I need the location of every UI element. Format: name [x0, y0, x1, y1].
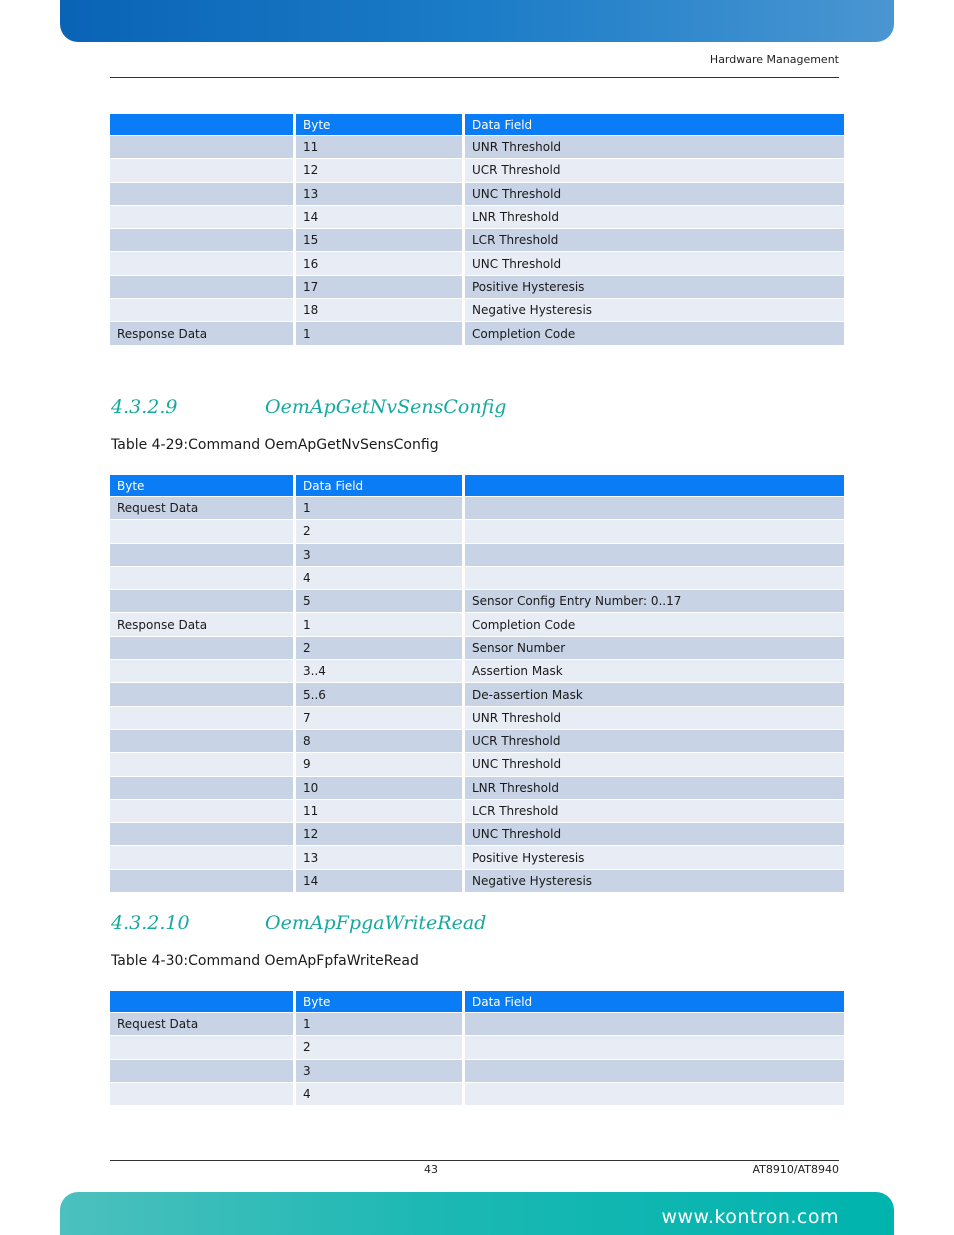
- table-cell: UNR Threshold: [465, 136, 844, 158]
- table-row: [110, 590, 844, 612]
- section-heading-4-3-2-9: [111, 396, 506, 418]
- table-cell: [465, 1083, 844, 1105]
- table-cell: UNC Threshold: [465, 252, 844, 274]
- table-cell: [110, 567, 296, 589]
- table-row: [110, 206, 844, 228]
- table-cell: 9: [296, 753, 465, 775]
- table-cell: 10: [296, 777, 465, 799]
- table-row: [110, 660, 844, 682]
- table-cell: 12: [296, 823, 465, 845]
- table-cell: [110, 590, 296, 612]
- table-header-row: [110, 475, 844, 496]
- column-header: Byte: [110, 475, 296, 496]
- table-cell: UNC Threshold: [465, 753, 844, 775]
- table-cell: [465, 497, 844, 519]
- table-cell: Negative Hysteresis: [465, 299, 844, 321]
- column-header: [465, 475, 844, 496]
- table-cell: 17: [296, 276, 465, 298]
- table-cell: 3..4: [296, 660, 465, 682]
- table-row: [110, 159, 844, 181]
- table-cell: 18: [296, 299, 465, 321]
- column-header: [110, 114, 296, 135]
- table-cell: Negative Hysteresis: [465, 870, 844, 892]
- table-cell: Completion Code: [465, 322, 844, 344]
- table-row: [110, 183, 844, 205]
- table-cell: Completion Code: [465, 613, 844, 635]
- table-cell: Request Data: [110, 497, 296, 519]
- table-cell: [110, 846, 296, 868]
- table-cell: UCR Threshold: [465, 730, 844, 752]
- table-cell: LNR Threshold: [465, 206, 844, 228]
- table-row: [110, 252, 844, 274]
- table-row: [110, 730, 844, 752]
- table-cell: UNC Threshold: [465, 183, 844, 205]
- product-name: AT8910/AT8940: [752, 1163, 839, 1176]
- table-cell: 2: [296, 637, 465, 659]
- table-cell: UNR Threshold: [465, 707, 844, 729]
- column-header: Data Field: [465, 114, 844, 135]
- top-banner: [60, 0, 894, 42]
- table-row: [110, 846, 844, 868]
- table-cell: [110, 544, 296, 566]
- table-row: [110, 567, 844, 589]
- table-cell: 14: [296, 206, 465, 228]
- section-title: OemApFpgaWriteRead: [265, 912, 487, 934]
- table-row: [110, 800, 844, 822]
- table-cell: Assertion Mask: [465, 660, 844, 682]
- table-row: [110, 322, 844, 344]
- table-oemapfpgawriteread: [110, 990, 844, 1106]
- table-cell: 8: [296, 730, 465, 752]
- table-row: [110, 276, 844, 298]
- header-rule: [110, 77, 839, 78]
- table-row: [110, 637, 844, 659]
- table-cell: 1: [296, 497, 465, 519]
- table-cell: 11: [296, 136, 465, 158]
- table-row: [110, 497, 844, 519]
- table-cell: 5..6: [296, 683, 465, 705]
- table-cell: [465, 567, 844, 589]
- table-cell: [110, 252, 296, 274]
- table-cell: De-assertion Mask: [465, 683, 844, 705]
- table-cell: [110, 660, 296, 682]
- table-row: [110, 1083, 844, 1105]
- table-cell: [110, 777, 296, 799]
- table-cell: [110, 1083, 296, 1105]
- table-cell: LNR Threshold: [465, 777, 844, 799]
- table-cell: 13: [296, 183, 465, 205]
- table-cell: 12: [296, 159, 465, 181]
- table-cell: [110, 520, 296, 542]
- bottom-banner: [60, 1192, 894, 1235]
- table-cell: [465, 520, 844, 542]
- table-cell: Request Data: [110, 1013, 296, 1035]
- running-header: Hardware Management: [709, 53, 839, 66]
- table-cell: [110, 1060, 296, 1082]
- table-cell: Response Data: [110, 322, 296, 344]
- page-number: 43: [424, 1163, 438, 1176]
- table-cell: [465, 544, 844, 566]
- table-cell: 1: [296, 1013, 465, 1035]
- table-cell: [110, 637, 296, 659]
- table-row: [110, 544, 844, 566]
- table-row: [110, 613, 844, 635]
- table-cell: 1: [296, 322, 465, 344]
- table-cell: [110, 299, 296, 321]
- table-cell: 4: [296, 567, 465, 589]
- table-cell: [110, 730, 296, 752]
- table-cell: Sensor Config Entry Number: 0..17: [465, 590, 844, 612]
- table-row: [110, 1060, 844, 1082]
- section-heading-4-3-2-10: [111, 912, 486, 934]
- table-cell: [110, 870, 296, 892]
- table-cell: [110, 136, 296, 158]
- table-row: [110, 229, 844, 251]
- column-header: Byte: [296, 114, 465, 135]
- table-cell: 1: [296, 613, 465, 635]
- table-cell: [465, 1013, 844, 1035]
- table-cell: [110, 707, 296, 729]
- table-cell: 13: [296, 846, 465, 868]
- table-row: [110, 299, 844, 321]
- table-cell: 11: [296, 800, 465, 822]
- table-cell: 5: [296, 590, 465, 612]
- column-header: Byte: [296, 991, 465, 1012]
- table-row: [110, 1013, 844, 1035]
- table-cell: [110, 800, 296, 822]
- column-header: Data Field: [296, 475, 465, 496]
- table-cell: [110, 823, 296, 845]
- table-cell: UCR Threshold: [465, 159, 844, 181]
- table-row: [110, 136, 844, 158]
- table-cell: 2: [296, 1036, 465, 1058]
- website-link[interactable]: www.kontron.com: [661, 1206, 839, 1228]
- table-cell: [110, 229, 296, 251]
- table-cell: Positive Hysteresis: [465, 846, 844, 868]
- table-row: [110, 753, 844, 775]
- table-cell: LCR Threshold: [465, 800, 844, 822]
- table-oemapgetnvsensconfig: [110, 474, 844, 893]
- table-cell: [110, 276, 296, 298]
- table-cell: [465, 1036, 844, 1058]
- table-cell: UNC Threshold: [465, 823, 844, 845]
- table-cell: [110, 753, 296, 775]
- table-cell: 14: [296, 870, 465, 892]
- table-cell: [110, 206, 296, 228]
- section-number: 4.3.2.9: [111, 396, 178, 418]
- table-cell: [110, 1036, 296, 1058]
- table-cell: 2: [296, 520, 465, 542]
- table-caption-4-30: Table 4-30:Command OemApFpfaWriteRead: [111, 953, 419, 969]
- table-row: [110, 520, 844, 542]
- table-caption-4-29: Table 4-29:Command OemApGetNvSensConfig: [111, 437, 439, 453]
- table-cell: Sensor Number: [465, 637, 844, 659]
- table-cell: [110, 183, 296, 205]
- table-sensor-thresholds-continued: [110, 113, 844, 346]
- column-header: [110, 991, 296, 1012]
- table-cell: 3: [296, 544, 465, 566]
- table-cell: Positive Hysteresis: [465, 276, 844, 298]
- section-number: 4.3.2.10: [111, 912, 190, 934]
- table-row: [110, 823, 844, 845]
- table-cell: 16: [296, 252, 465, 274]
- table-cell: [110, 683, 296, 705]
- section-title: OemApGetNvSensConfig: [265, 396, 507, 418]
- table-cell: 3: [296, 1060, 465, 1082]
- table-cell: 7: [296, 707, 465, 729]
- table-header-row: [110, 114, 844, 135]
- table-cell: 15: [296, 229, 465, 251]
- table-cell: LCR Threshold: [465, 229, 844, 251]
- table-row: [110, 1036, 844, 1058]
- table-row: [110, 777, 844, 799]
- table-row: [110, 707, 844, 729]
- table-cell: 4: [296, 1083, 465, 1105]
- table-row: [110, 870, 844, 892]
- table-cell: [110, 159, 296, 181]
- column-header: Data Field: [465, 991, 844, 1012]
- footer-rule: [110, 1160, 839, 1161]
- table-cell: [465, 1060, 844, 1082]
- table-header-row: [110, 991, 844, 1012]
- table-cell: Response Data: [110, 613, 296, 635]
- table-row: [110, 683, 844, 705]
